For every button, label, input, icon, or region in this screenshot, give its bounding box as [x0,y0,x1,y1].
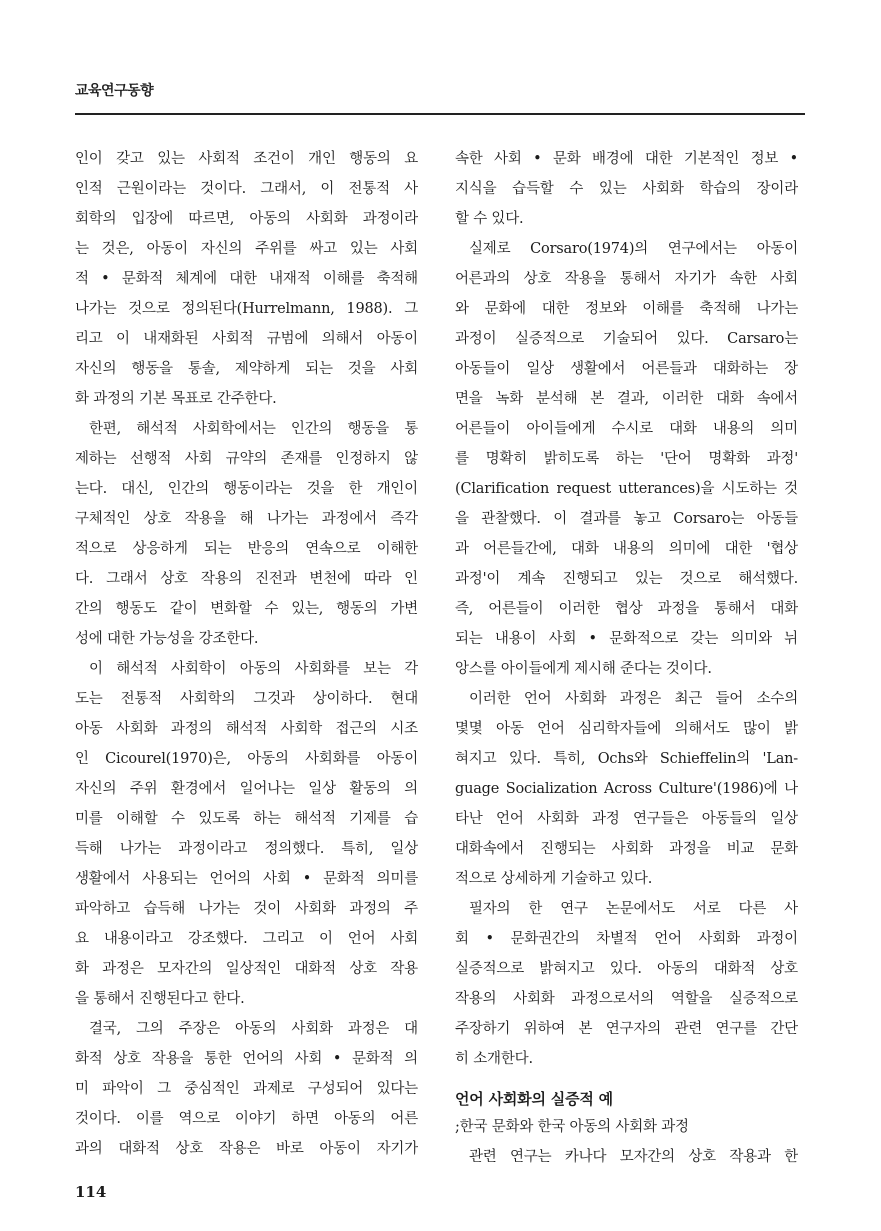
text-line: guage Socialization Across Culture'(1986)에 나 [455,781,798,797]
header-rule [75,113,805,115]
text-line: 작용의 사회화 과정으로서의 역할을 실증적으로 [455,991,798,1007]
section-subtitle: ;한국 문화와 한국 아동의 사회화 과정 [455,1119,689,1135]
text-line: 와 문화에 대한 정보와 이해를 축적해 나가는 [455,301,798,317]
text-line: 과 어른들간에, 대화 내용의 의미에 대한 '협상 [455,541,798,557]
text-line: 도는 전통적 사회학의 그것과 상이하다. 현대 [75,691,418,707]
text-line: 적 • 문화적 체계에 대한 내재적 이해를 축적해 [75,271,418,287]
text-line: 를 명확히 밝히도록 하는 '단어 명확화 과정' [455,451,798,467]
text-line: 인적 근원이라는 것이다. 그래서, 이 전통적 사 [75,181,418,197]
text-line: 할 수 있다. [455,211,524,227]
text-line: 지식을 습득할 수 있는 사회화 학습의 장이라 [455,181,798,197]
text-line: 간의 행동도 같이 변화할 수 있는, 행동의 가변 [75,601,418,617]
right-column [455,144,798,1172]
text-line: 을 통해서 진행된다고 한다. [75,991,245,1007]
text-line: (Clarification request utterances)을 시도하는 것 [455,481,798,497]
page-number: 114 [75,1183,107,1201]
text-line: 어른들이 아이들에게 수시로 대화 내용의 의미 [455,421,798,437]
text-line: 한편, 해석적 사회학에서는 인간의 행동을 통 [89,421,418,437]
text-line: 회학의 입장에 따르면, 아동의 사회화 과정이라 [75,211,418,227]
text-line: 는 것은, 아동이 자신의 주위를 싸고 있는 사회 [75,241,418,257]
text-line: 미 파악이 그 중심적인 과제로 구성되어 있다는 [75,1081,418,1097]
text-line: 과정이 실증적으로 기술되어 있다. Carsaro는 [455,331,798,347]
text-line: 필자의 한 연구 논문에서도 서로 다른 사 [469,901,798,917]
text-line: 회 • 문화권간의 차별적 언어 사회화 과정이 [455,931,798,947]
text-line: 인 Cicourel(1970)은, 아동의 사회화를 아동이 [75,751,418,767]
text-line: 나가는 것으로 정의된다(Hurrelmann, 1988). 그 [75,301,418,317]
text-line: 화 과정은 모자간의 일상적인 대화적 상호 작용 [75,961,418,977]
text-line: 관련 연구는 카나다 모자간의 상호 작용과 한 [469,1149,798,1165]
section-title: 언어 사회화의 실증적 예 [455,1090,613,1108]
text-line: 면을 녹화 분석해 본 결과, 이러한 대화 속에서 [455,391,798,407]
text-line: 이러한 언어 사회화 과정은 최근 들어 소수의 [469,691,798,707]
text-line: 자신의 주위 환경에서 일어나는 일상 활동의 의 [75,781,418,797]
text-line: 다. 그래서 상호 작용의 진전과 변천에 따라 인 [75,571,418,587]
text-line: 생활에서 사용되는 언어의 사회 • 문화적 의미를 [75,871,418,887]
text-line: 요 내용이라고 강조했다. 그리고 이 언어 사회 [75,931,418,947]
text-line: 것이다. 이를 역으로 이야기 하면 아동의 어른 [75,1111,418,1127]
text-line: 대화속에서 진행되는 사회화 과정을 비교 문화 [455,841,798,857]
left-column [75,144,418,1164]
text-line: 아동들이 일상 생활에서 어른들과 대화하는 장 [455,361,798,377]
running-header: 교육연구동향 [75,83,154,99]
text-line: 과의 대화적 상호 작용은 바로 아동이 자기가 [75,1141,418,1157]
text-line: 몇몇 아동 언어 심리학자들에 의해서도 많이 밝 [455,721,798,737]
text-line: 리고 이 내재화된 사회적 규범에 의해서 아동이 [75,331,418,347]
text-line: 실제로 Corsaro(1974)의 연구에서는 아동이 [469,241,798,257]
text-line: 제하는 선행적 사회 규약의 존재를 인정하지 않 [75,451,418,467]
text-line: 타난 언어 사회화 과정 연구들은 아동들의 일상 [455,811,798,827]
text-line: 혀지고 있다. 특히, Ochs와 Schieffelin의 'Lan- [455,751,798,767]
text-line: 성에 대한 가능성을 강조한다. [75,631,259,647]
text-line: 되는 내용이 사회 • 문화적으로 갖는 의미와 뉘 [455,631,798,647]
text-line: 화적 상호 작용을 통한 언어의 사회 • 문화적 의 [75,1051,418,1067]
text-line: 어른과의 상호 작용을 통해서 자기가 속한 사회 [455,271,798,287]
text-line: 자신의 행동을 통솔, 제약하게 되는 것을 사회 [75,361,418,377]
text-line: 미를 이해할 수 있도록 하는 해석적 기제를 습 [75,811,418,827]
text-line: 화 과정의 기본 목표로 간주한다. [75,391,277,407]
text-line: 실증적으로 밝혀지고 있다. 아동의 대화적 상호 [455,961,798,977]
text-line: 을 관찰했다. 이 결과를 놓고 Corsaro는 아동들 [455,511,798,527]
text-line: 아동 사회화 과정의 해석적 사회학 접근의 시조 [75,721,418,737]
text-line: 즉, 어른들이 이러한 협상 과정을 통해서 대화 [455,601,798,617]
text-line: 히 소개한다. [455,1051,533,1067]
text-line: 인이 갖고 있는 사회적 조건이 개인 행동의 요 [75,151,418,167]
text-line: 주장하기 위하여 본 연구자의 관련 연구를 간단 [455,1021,798,1037]
text-line: 적으로 상응하게 되는 반응의 연속으로 이해한 [75,541,418,557]
text-line: 앙스를 아이들에게 제시해 준다는 것이다. [455,661,712,677]
text-line: 이 해석적 사회학이 아동의 사회화를 보는 각 [89,661,418,677]
text-line: 는다. 대신, 인간의 행동이라는 것을 한 개인이 [75,481,418,497]
text-line: 구체적인 상호 작용을 해 나가는 과정에서 즉각 [75,511,418,527]
text-line: 속한 사회 • 문화 배경에 대한 기본적인 정보 • [455,151,798,167]
text-line: 적으로 상세하게 기술하고 있다. [455,871,653,887]
text-line: 득해 나가는 과정이라고 정의했다. 특히, 일상 [75,841,418,857]
text-line: 결국, 그의 주장은 아동의 사회화 과정은 대 [89,1021,418,1037]
text-line: 파악하고 습득해 나가는 것이 사회화 과정의 주 [75,901,418,917]
text-line: 과정'이 계속 진행되고 있는 것으로 해석했다. [455,571,798,587]
